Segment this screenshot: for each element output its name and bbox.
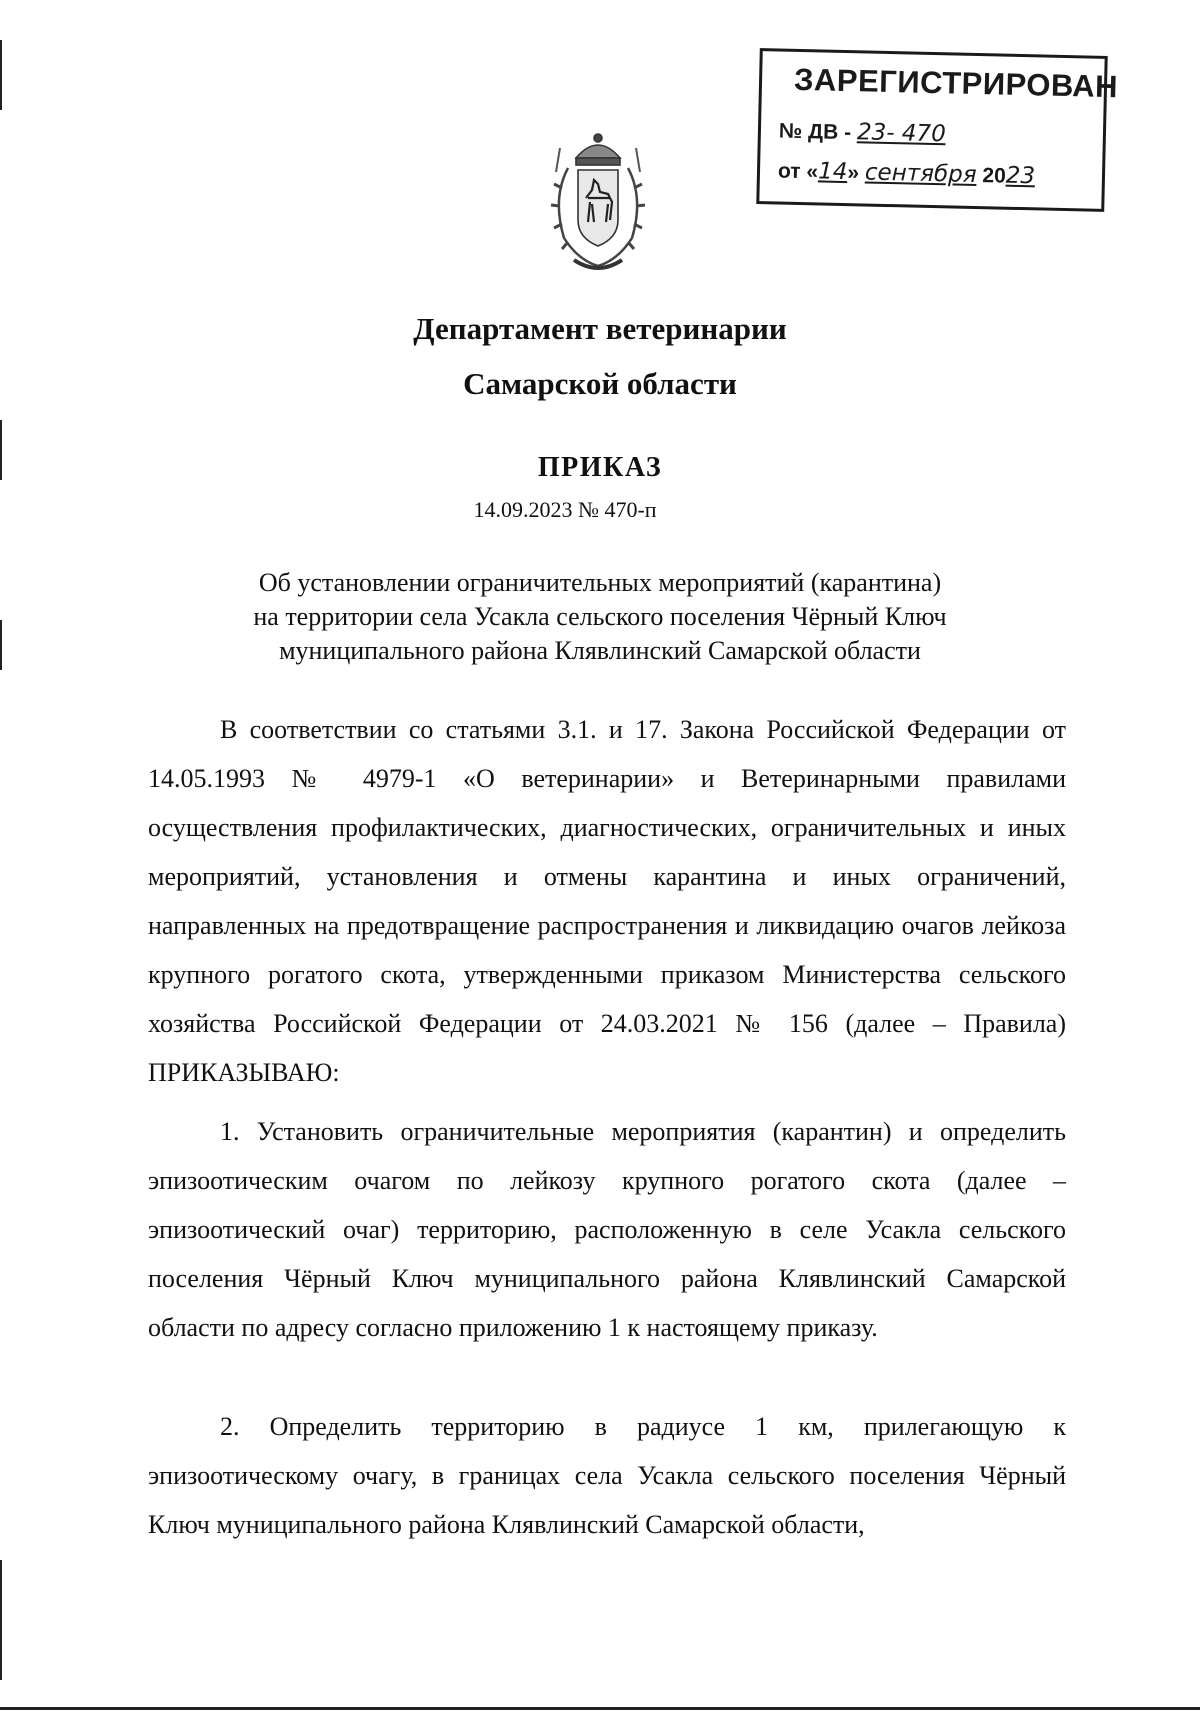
scan-edge-mark: [0, 1560, 2, 1680]
scan-edge-mark: [0, 40, 2, 110]
document-date-number: 14.09.2023 № 470-п: [473, 497, 657, 522]
scan-edge-mark: [0, 620, 2, 670]
scan-edge-mark: [0, 420, 2, 480]
body-paragraph-item-1: [148, 1107, 1066, 1352]
paragraph-text: 2. Определить территорию в радиусе 1 км, прилегающую к эпизоотическому очагу, в границах села Усакла сельского поселения Чёрный Ключ муниципального района Клявлинский Самарской области,: [148, 1412, 1066, 1539]
registration-stamp: [756, 48, 1119, 212]
body-paragraph-item-2: [148, 1402, 1066, 1549]
stamp-date-line: [778, 158, 1036, 190]
subject-line: на территории села Усакла сельского поселения Чёрный Ключ: [253, 602, 947, 631]
document-type: ПРИКАЗ: [537, 452, 663, 483]
stamp-date-year-suffix: 23: [1005, 162, 1036, 190]
stamp-date-year-prefix: 20: [982, 164, 1007, 188]
scan-bottom-line: [0, 1707, 1200, 1710]
samara-coat-of-arms-icon: [538, 128, 658, 280]
stamp-date-mid: »: [847, 161, 860, 185]
stamp-title: ЗАРЕГИСТРИРОВАН: [793, 61, 1119, 105]
department-name: Департамент ветеринарии: [413, 311, 787, 346]
department-region: Самарской области: [463, 366, 737, 401]
subject-line: Об установлении ограничительных мероприятий (карантина): [258, 568, 942, 597]
document-subject: [180, 566, 1020, 668]
paragraph-text: В соответствии со статьями 3.1. и 17. Закона Российской Федерации от 14.05.1993 № 4979-1 «О ветеринарии» и Ветеринарными правилами осуществления профилактических, диагностических, ограничительных и иных мероприятий, установления и отмены карантина и иных ограничений, направленных на предотвращение распространения и ликвидацию очагов лейкоза крупного рогатого скота, утвержденными приказом Министерства сельского хозяйства Российской Федерации от 24.03.2021 № 156 (далее – Правила) ПРИКАЗЫВАЮ:: [148, 715, 1066, 1087]
subject-line: муниципального района Клявлинский Самарской области: [279, 636, 921, 665]
paragraph-text: 1. Установить ограничительные мероприятия (карантин) и определить эпизоотическим очагом по лейкозу крупного рогатого скота (далее – эпизоотический очаг) территорию, расположенную в селе Усакла сельского поселения Чёрный Ключ муниципального района Клявлинский Самарской области по адресу согласно приложению 1 к настоящему приказу.: [148, 1117, 1066, 1342]
body-paragraph-preamble: [148, 705, 1066, 1097]
stamp-date-day: 14: [817, 158, 848, 186]
stamp-number-prefix: № ДВ -: [778, 119, 852, 145]
stamp-number-line: [779, 118, 946, 148]
stamp-date-prefix: от «: [777, 159, 819, 184]
stamp-number-value: 23- 470: [856, 119, 947, 148]
stamp-date-month: сентября: [864, 159, 977, 189]
